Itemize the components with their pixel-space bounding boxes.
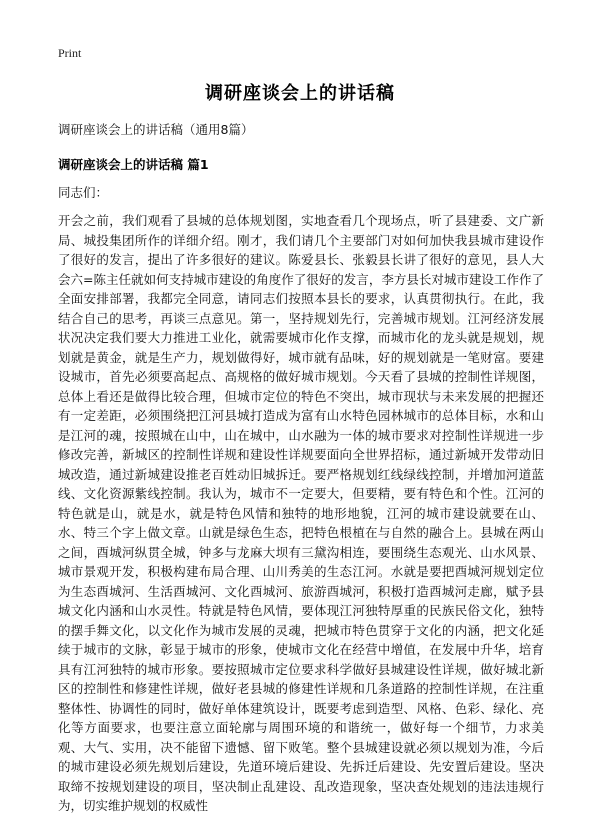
greeting-line: 同志们： <box>58 185 109 200</box>
document-subtitle: 调研座谈会上的讲话稿（通用8篇） <box>58 122 254 137</box>
body-paragraph: 开会之前，我们观看了县城的总体规划图，实地查看几个现场点，听了县建委、文广新局、城投集团所作的详细介绍。刚才，我们请几个主要部门对如何加快我县城市建设作了很好的发言，提出了许多很好的建议。陈爱县长、张毅县长讲了很好的意见，县人大会六=陈主任就如何支持城市建设的角度作了很好的发言，李方县长对城市建设工作作了全面安排部署，我都完全同意，请同志们按照本县长的要求，认真贯彻执行。在此，我结合自己的思考，再谈三点意见。第一，坚持规划先行，完善城市规划。江河经济发展状况决定我们要大力推进工业化，就需要城市化作支撑，而城市化的龙头就是规划，规划就是黄金，就是生产力，规划做得好，城市就有品味，好的规划就是一笔财富。要建设城市，首先必须要高起点、高规格的做好城市规划。今天看了县城的控制性详规图，总体上看还是做得比较合理，但城市定位的特色不突出，城市现状与未来发展的把握还有一定差距，必须围绕把江河县城打造成为富有山水特色园林城市的总体目标，水和山是江河的魂，按照城在山中，山在城中，山水融为一体的城市要求对控制性详规进一步修改完善，新城区的控制性详规和建设性详规要面向全世界招标，通过新城开发带动旧城改造，通过新城建设推老百姓动旧城拆迁。要严格规划红线绿线控制，并增加河道蓝线、文化资源紫线控制。我认为，城市不一定要大，但要精，要有特色和个性。江河的特色就是山，就是水，就是特色风情和独特的地形地貌，江河的城市建设就要在山、水、特三个字上做文章。山就是绿色生态，把特色根植在与自然的融合上。县城在两山之间，酉城河纵贯全城，钟多与龙麻大坝有三黛沟相连，要围绕生态观光、山水风景、城市景观开发，积极构建布局合理、山川秀美的生态江河。水就是要把酉城河规划定位为生态酉城河、生活酉城河、文化酉城河、旅游酉城河，积极打造酉城河走廊，赋予县城文化内涵和山水灵性。特就是特色风情，要体现江河独特厚重的民族民俗文化，独特的摆手舞文化，以文化作为城市发展的灵魂，把城市特色贯穿于文化的内涵，把文化延续于城市的文脉，彰显于城市的形象，使城市文化在经营中增值，在发展中升华，培育具有江河独特的城市形象。要按照城市定位要求科学做好县城建设性详规，做好城北新区的控制性和修建性详规，做好老县城的修建性详规和几条道路的控制性详规，在注重整体性、协调性的同时，做好单体建筑设计，既要考虑到造型、风格、色彩、绿化、亮化等方面要求，也要注意立面轮廓与周围环境的和谐统一，做好每一个细节，力求美观、大气、实用，决不能留下遗憾、留下败笔。整个县城建设就必须以规划为准，今后的城市建设必须先规划后建设，先道环境后建设、先拆迁后建设、先安置后建设。坚决取缔不按规划建设的项目，坚决制止乱建设、乱改造现象，坚决查处规划的违法违规行为，切实维护规划的权威性 <box>58 213 544 813</box>
section-heading: 调研座谈会上的讲话稿 篇1 <box>58 157 209 172</box>
print-label: Print <box>58 46 82 60</box>
page-title: 调研座谈会上的讲话稿 <box>205 83 395 104</box>
